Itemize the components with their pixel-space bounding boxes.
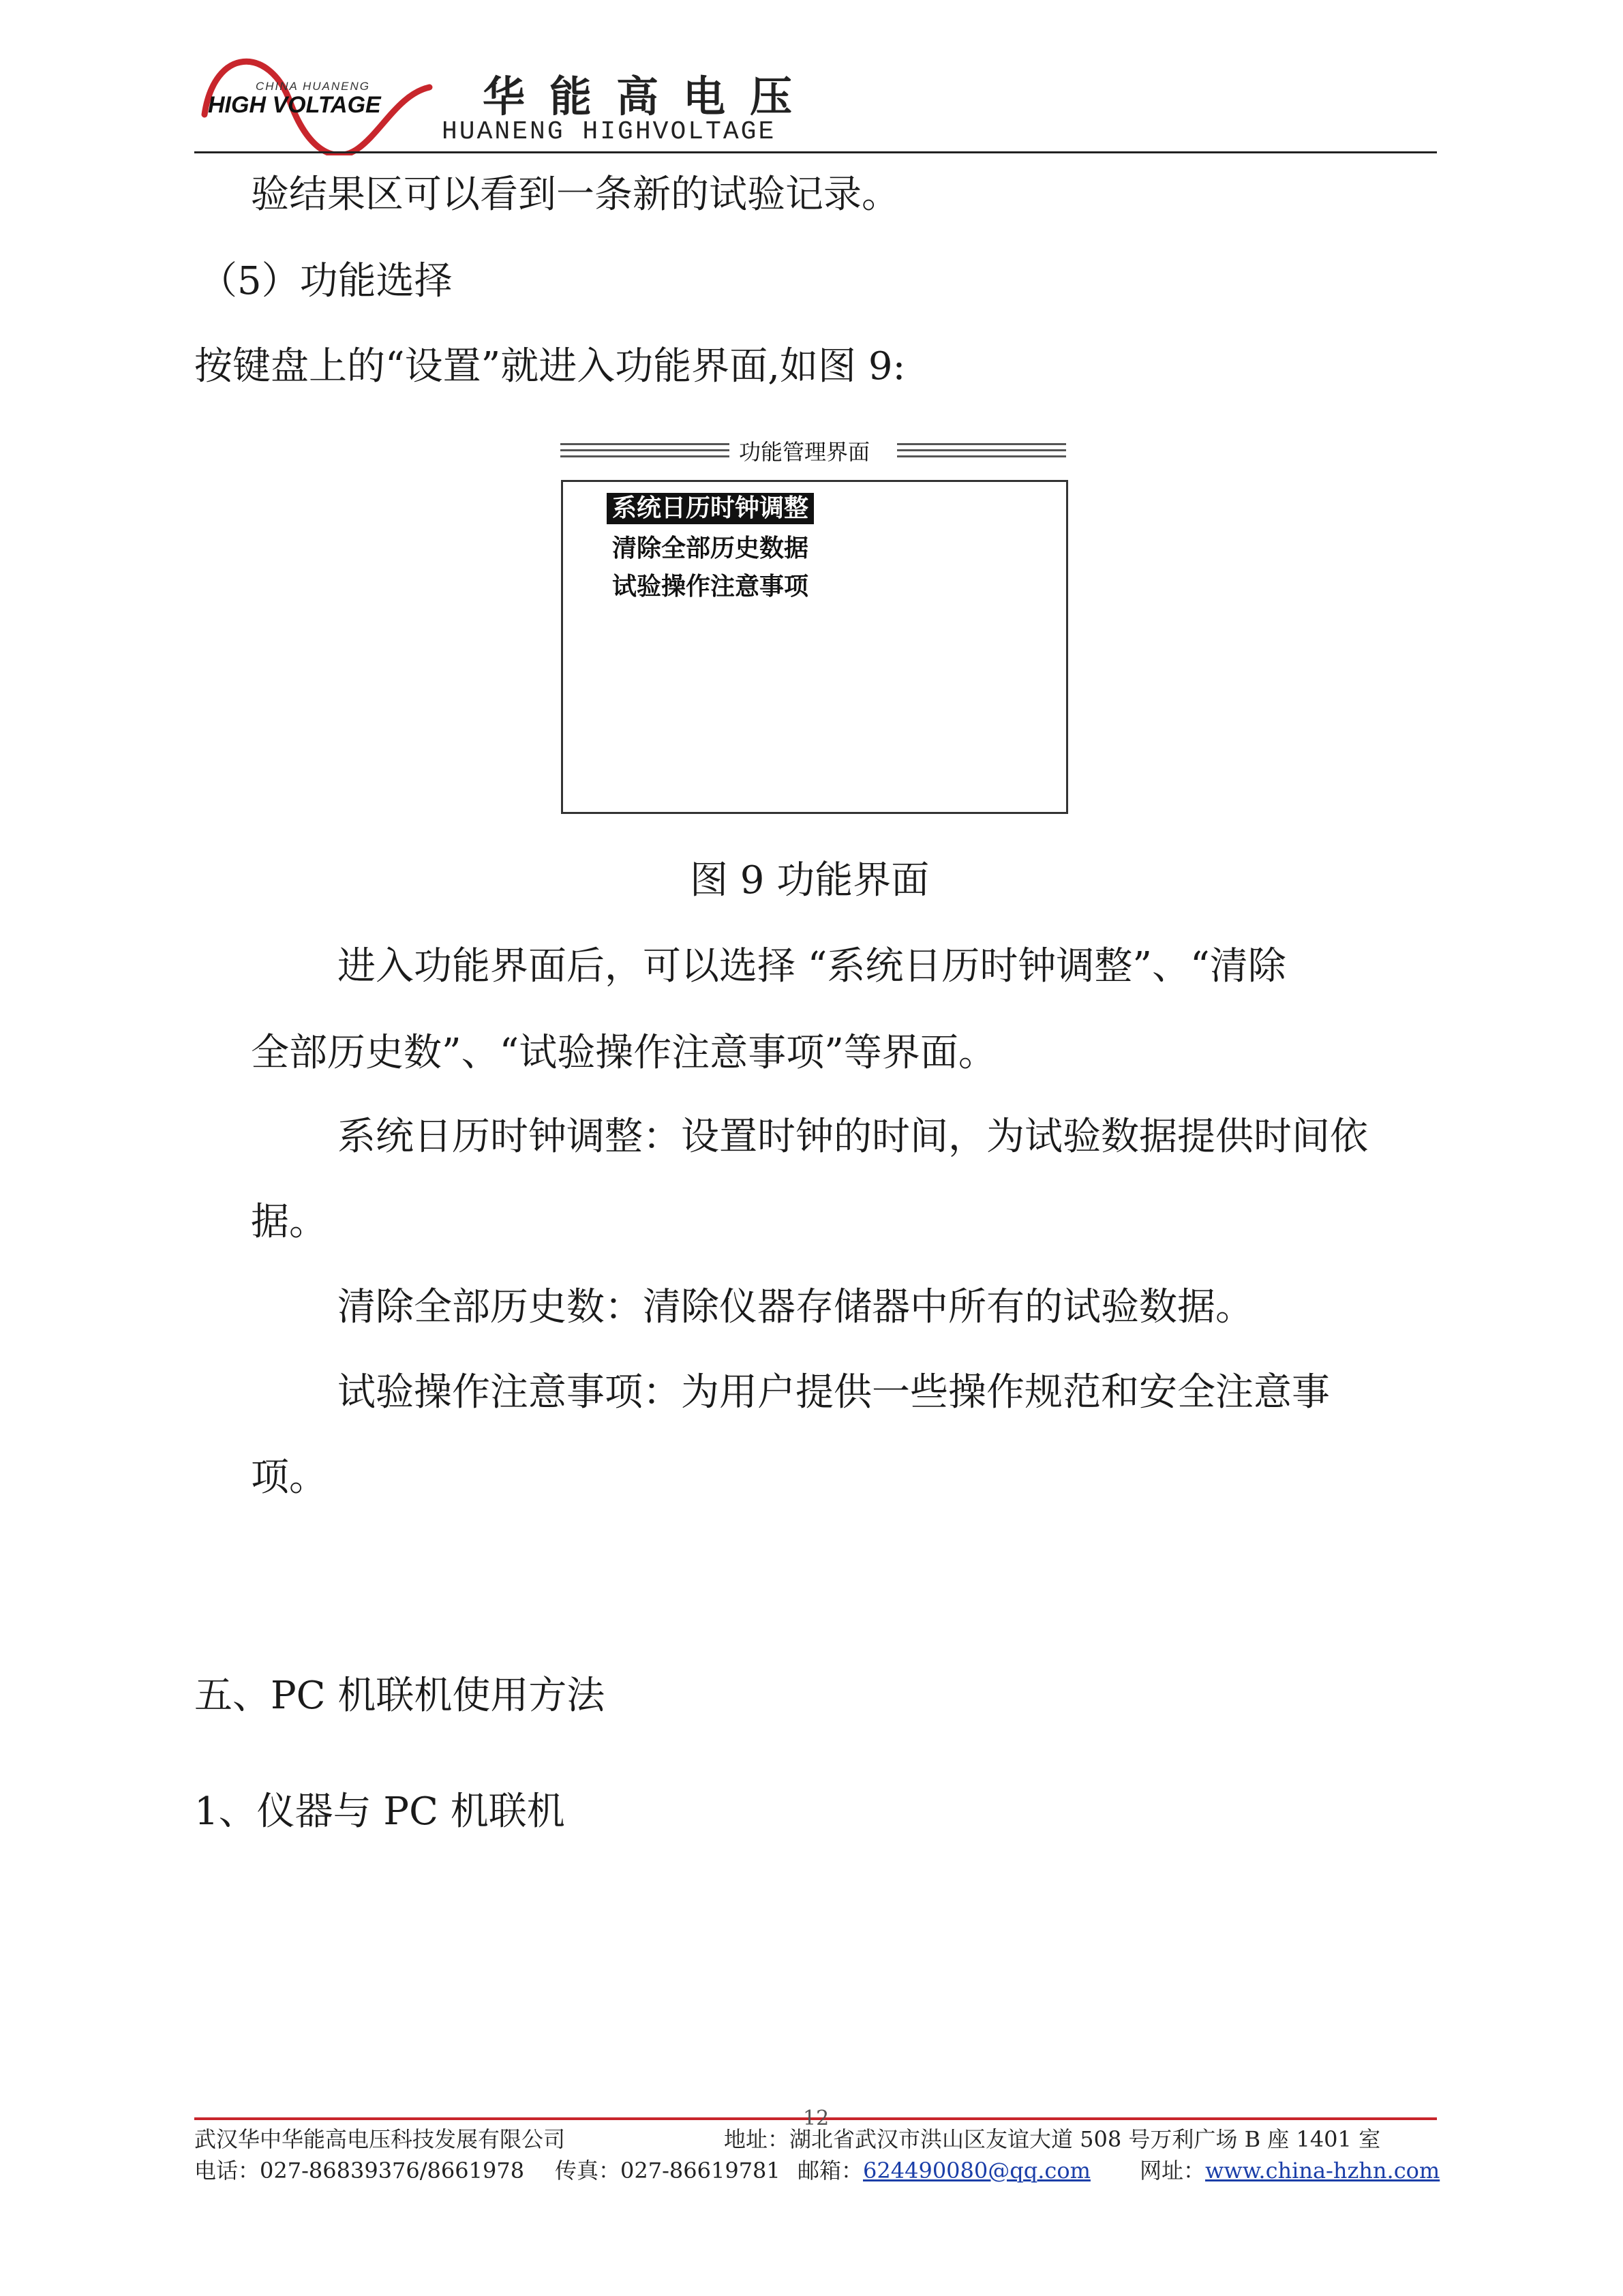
footer-company: 武汉华中华能高电压科技发展有限公司 [194,2126,566,2152]
footer-site-link[interactable]: www.china-hzhn.com [1205,2158,1440,2184]
company-logo [194,33,433,155]
footer-site-group [1140,2158,1440,2184]
menu-item-operation-notes[interactable]: 试验操作注意事项 [612,573,809,601]
section-heading-function-select: （5）功能选择 [199,259,453,303]
menu-item-clear-history[interactable]: 清除全部历史数据 [612,534,809,562]
brand-chinese-name: 华能高电压 [483,72,817,121]
paragraph-settings-intro: 按键盘上的“设置”就进入功能界面,如图 9: [194,344,906,389]
paragraph-options-line1: 进入功能界面后，可以选择 “系统日历时钟调整”、“清除 [337,944,1286,988]
figure-screen-title: 功能管理界面 [739,439,870,465]
footer-fax: 传真：027-86619781 [555,2158,780,2184]
footer-address: 地址：湖北省武汉市洪山区友谊大道 508 号万利广场 B 座 1401 室 [724,2126,1381,2152]
logo-small-text: CHINA HUANENG [256,80,370,93]
paragraph-notes-line2: 项。 [251,1455,327,1500]
menu-item-clock-adjust[interactable]: 系统日历时钟调整 [607,493,814,524]
figure-caption: 图 9 功能界面 [690,858,930,903]
title-decor-left [560,443,729,464]
paragraph-clock-line1: 系统日历时钟调整：设置时钟的时间，为试验数据提供时间依 [337,1115,1368,1159]
footer-phone: 电话：027-86839376/8661978 [194,2158,525,2184]
device-screen-figure [561,480,1068,814]
logo-big-text: HIGH VOLTAGE [208,92,381,118]
paragraph-options-line2: 全部历史数”、“试验操作注意事项”等界面。 [251,1031,997,1075]
footer-email-group [798,2158,1091,2184]
brand-english-name: HUANENG HIGHVOLTAGE [442,117,776,147]
footer-email-label: 邮箱： [798,2158,864,2184]
paragraph-clear-history: 清除全部历史数：清除仪器存储器中所有的试验数据。 [337,1285,1254,1329]
figure-title-bar [560,440,1066,468]
page-number: 12 [803,2106,830,2130]
subheading-instrument-pc: 1、仪器与 PC 机联机 [194,1789,565,1834]
title-decor-right [897,443,1066,464]
section-heading-pc-connection: 五、PC 机联机使用方法 [194,1674,605,1718]
paragraph-continuation: 验结果区可以看到一条新的试验记录。 [251,172,900,217]
header-divider [194,151,1437,153]
paragraph-clock-line2: 据。 [251,1200,327,1244]
footer-site-label: 网址： [1140,2158,1206,2184]
footer-email-link[interactable]: 624490080@qq.com [863,2158,1091,2184]
paragraph-notes-line1: 试验操作注意事项：为用户提供一些操作规范和安全注意事 [337,1370,1330,1415]
